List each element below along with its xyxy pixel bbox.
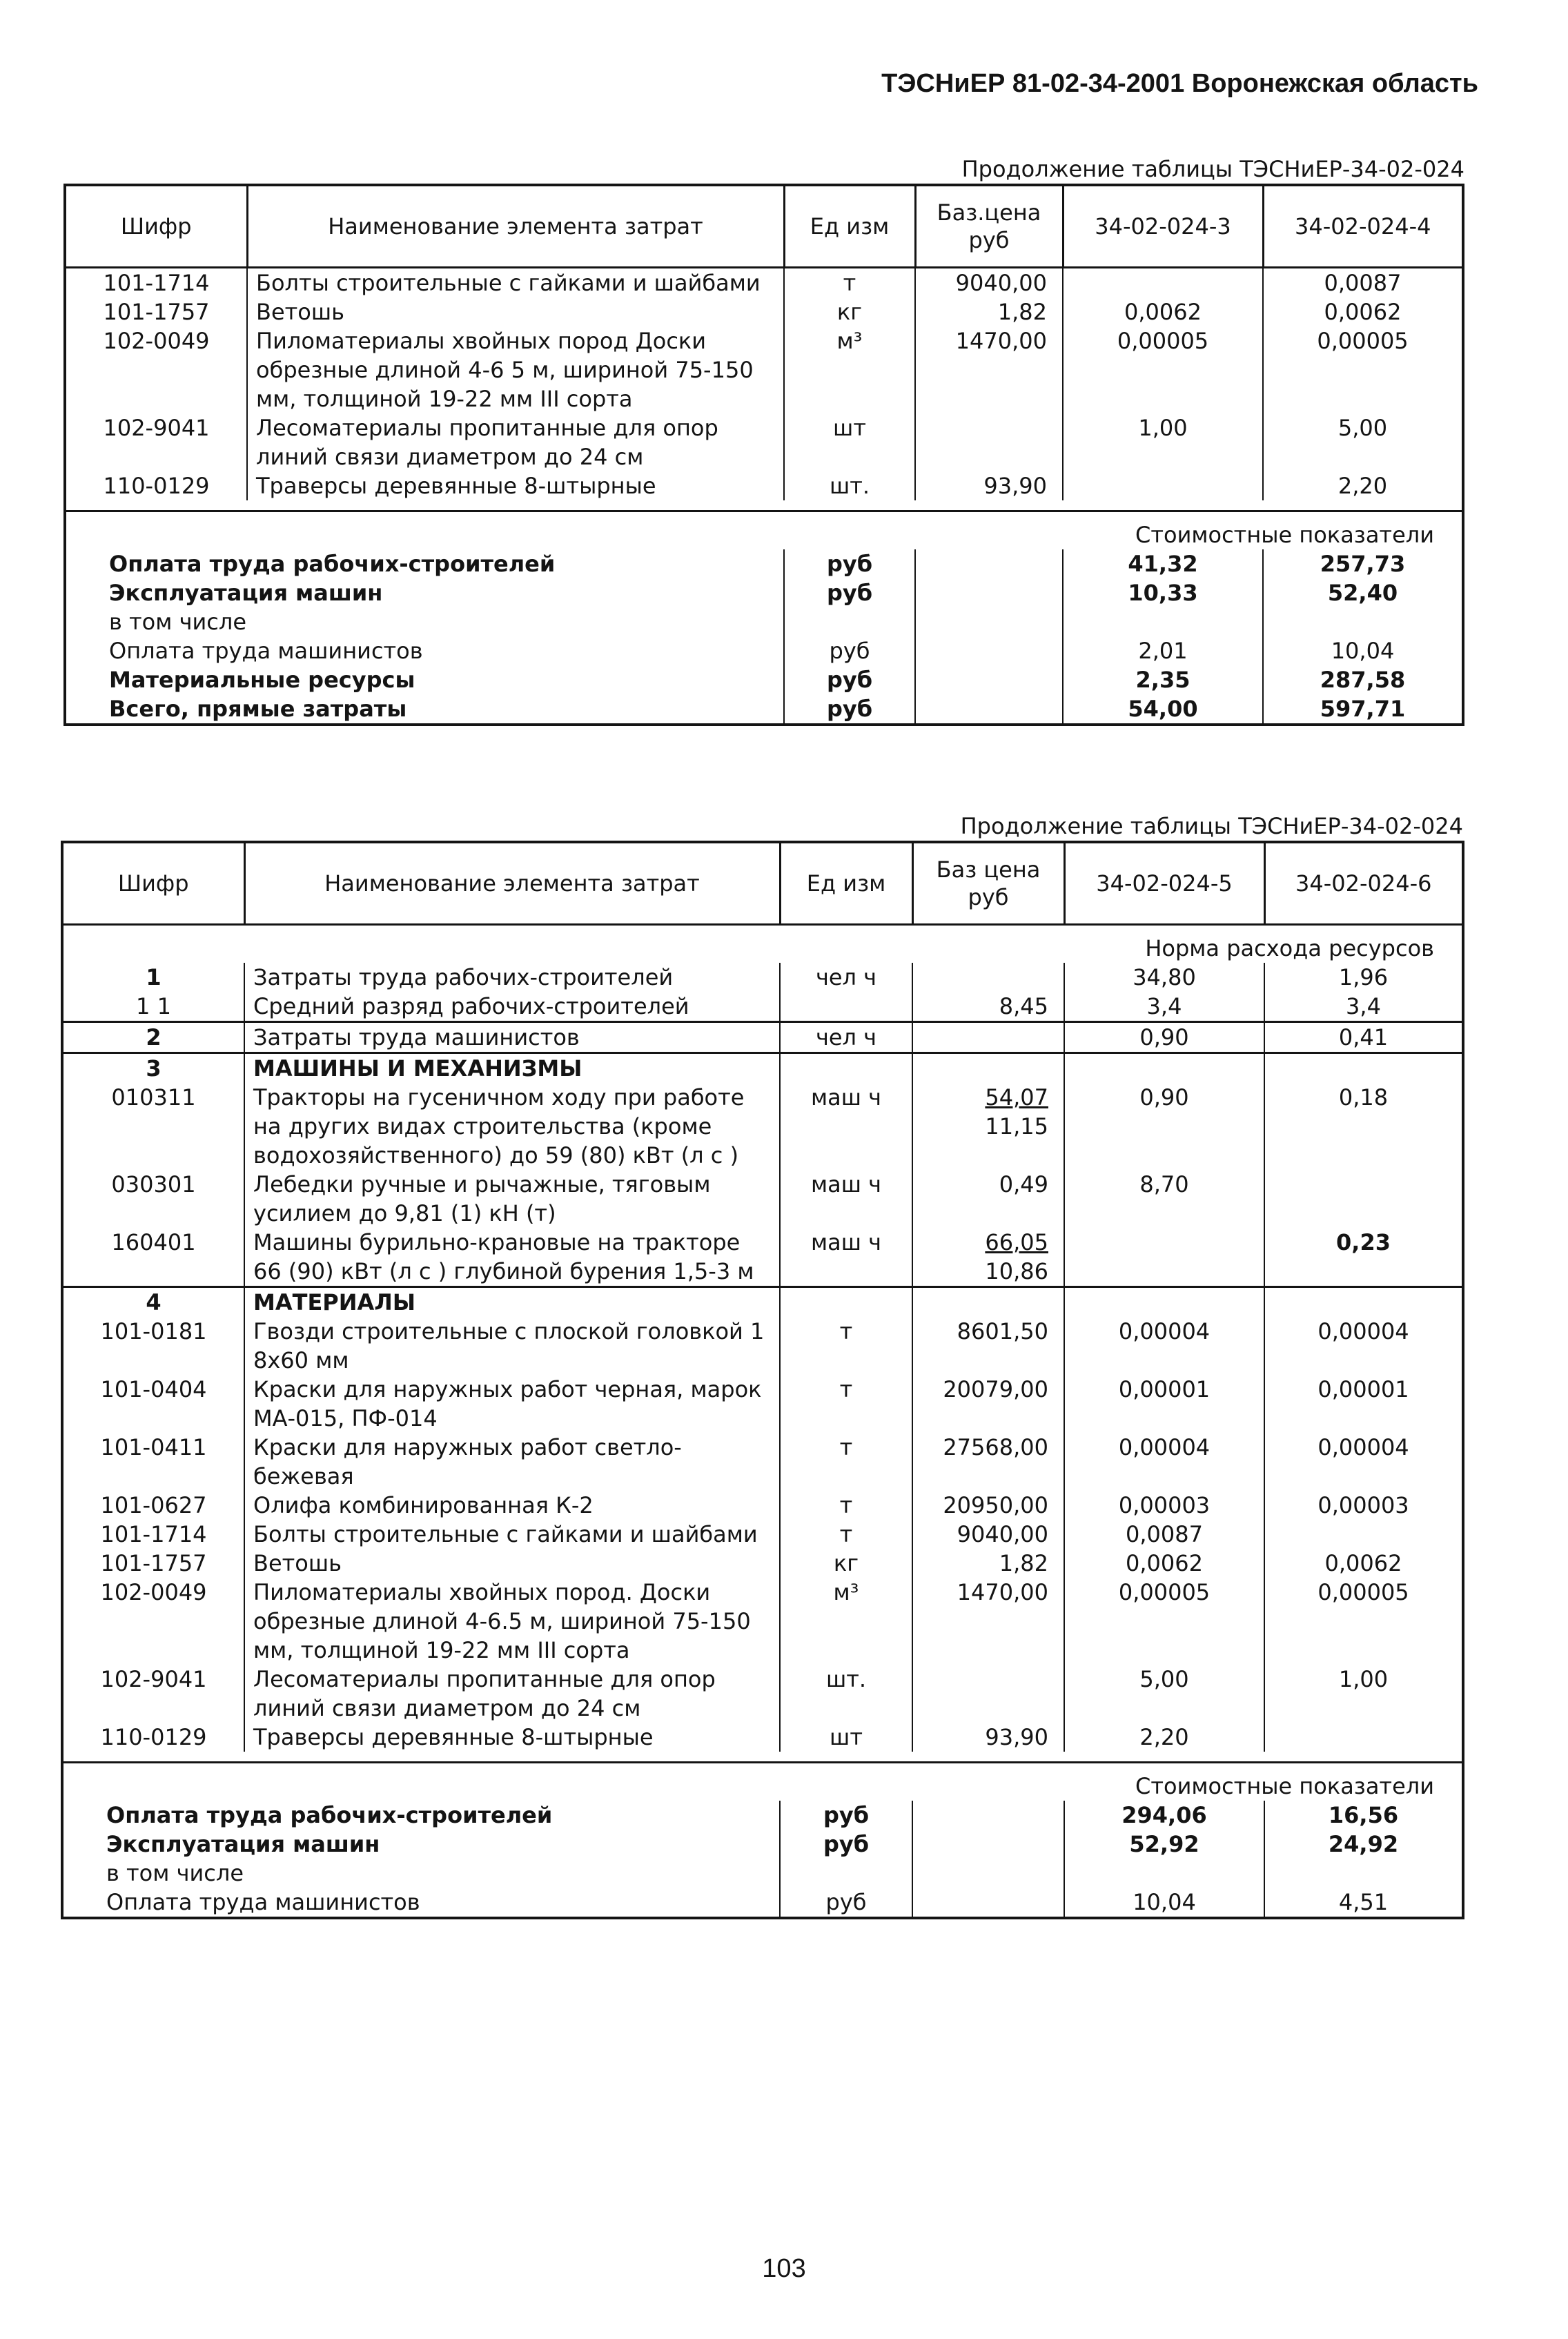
table-row xyxy=(62,1549,1463,1578)
unit-cell: маш ч xyxy=(780,1083,912,1170)
table-row xyxy=(62,1083,1463,1170)
total-unit-cell: руб xyxy=(784,665,915,694)
total-row xyxy=(65,549,1463,578)
total-row xyxy=(65,636,1463,665)
value-a-cell xyxy=(1063,471,1263,500)
value-b-cell: 0,0062 xyxy=(1263,297,1463,326)
value-b-cell: 1,96 xyxy=(1264,963,1463,992)
value-b-cell: 0,0062 xyxy=(1264,1549,1463,1578)
total-row xyxy=(65,578,1463,607)
table-row xyxy=(62,1375,1463,1433)
section-label: Норма расхода ресурсов xyxy=(62,925,1463,963)
table-1-caption: Продолжение таблицы ТЭСНиЕР-34-02-024 xyxy=(961,156,1464,182)
price-cell xyxy=(912,1317,1064,1375)
name-cell: Болты строительные с гайками и шайбами xyxy=(244,1520,780,1549)
price-value: 9040,00 xyxy=(957,1521,1048,1547)
code-cell: 102-0049 xyxy=(62,1578,244,1665)
name-cell: Болты строительные с гайками и шайбами xyxy=(247,268,784,298)
price-value: 1470,00 xyxy=(957,1579,1048,1605)
value-a-cell: 0,90 xyxy=(1064,1083,1264,1170)
price-value: 1,82 xyxy=(999,1550,1048,1576)
price-cell xyxy=(915,297,1063,326)
section-row xyxy=(65,511,1463,550)
price-cell xyxy=(912,992,1064,1022)
code-cell: 110-0129 xyxy=(62,1723,244,1752)
table-row xyxy=(62,992,1463,1022)
code-cell: 101-0181 xyxy=(62,1317,244,1375)
code-cell: 101-1714 xyxy=(62,1520,244,1549)
name-cell: Затраты труда рабочих-строителей xyxy=(244,963,780,992)
name-cell: МАТЕРИАЛЫ xyxy=(244,1287,780,1318)
header-unit: Ед изм xyxy=(784,185,915,268)
total-name-cell: в том числе xyxy=(62,1859,780,1888)
table-row xyxy=(65,297,1463,326)
price-cell xyxy=(912,1491,1064,1520)
code-cell: 1 1 xyxy=(62,992,244,1022)
name-cell: Ветошь xyxy=(247,297,784,326)
unit-cell: т xyxy=(784,268,915,298)
code-cell: 030301 xyxy=(62,1170,244,1228)
total-a-cell: 294,06 xyxy=(1064,1801,1264,1830)
total-price-cell xyxy=(912,1859,1064,1888)
value-b-cell: 0,0087 xyxy=(1263,268,1463,298)
value-a-cell: 0,0062 xyxy=(1064,1549,1264,1578)
table-row xyxy=(62,1287,1463,1318)
header-col-b: 34-02-024-6 xyxy=(1264,842,1463,925)
price-value: 54,07 xyxy=(985,1084,1048,1110)
price-value: 8,45 xyxy=(999,993,1048,1019)
code-cell: 2 xyxy=(62,1022,244,1053)
unit-cell: шт xyxy=(784,413,915,471)
value-a-cell: 0,00004 xyxy=(1064,1317,1264,1375)
header-name: Наименование элемента затрат xyxy=(244,842,780,925)
unit-cell: чел ч xyxy=(780,1022,912,1053)
total-b-cell xyxy=(1263,607,1463,636)
code-cell: 160401 xyxy=(62,1228,244,1287)
section-row xyxy=(62,1763,1463,1801)
table-row xyxy=(62,1578,1463,1665)
unit-cell: т xyxy=(780,1520,912,1549)
price-value: 93,90 xyxy=(983,473,1047,499)
page-number: 103 xyxy=(762,2254,806,2283)
price-cell xyxy=(912,1723,1064,1752)
total-price-cell xyxy=(915,636,1063,665)
total-b-cell: 52,40 xyxy=(1263,578,1463,607)
total-a-cell: 2,35 xyxy=(1063,665,1263,694)
value-a-cell: 0,0087 xyxy=(1064,1520,1264,1549)
price-cell xyxy=(912,963,1064,992)
name-cell: Траверсы деревянные 8-штырные xyxy=(244,1723,780,1752)
name-cell: Лебедки ручные и рычажные, тяговым усилием до 9,81 (1) кН (т) xyxy=(244,1170,780,1228)
total-name-cell: Эксплуатация машин xyxy=(62,1830,780,1859)
total-a-cell xyxy=(1064,1859,1264,1888)
value-a-cell xyxy=(1064,1053,1264,1084)
total-name-cell: в том числе xyxy=(65,607,784,636)
page-header: ТЭСНиЕР 81-02-34-2001 Воронежская область xyxy=(881,69,1478,98)
price-cell xyxy=(912,1665,1064,1723)
total-row xyxy=(62,1888,1463,1918)
value-b-cell xyxy=(1264,1053,1463,1084)
value-b-cell xyxy=(1264,1287,1463,1318)
unit-cell xyxy=(780,992,912,1022)
total-b-cell: 287,58 xyxy=(1263,665,1463,694)
total-unit-cell: руб xyxy=(780,1801,912,1830)
header-col-a: 34-02-024-5 xyxy=(1064,842,1264,925)
price-cell xyxy=(915,268,1063,298)
total-b-cell: 10,04 xyxy=(1263,636,1463,665)
price-cell xyxy=(912,1022,1064,1053)
total-a-cell: 52,92 xyxy=(1064,1830,1264,1859)
total-price-cell xyxy=(912,1888,1064,1918)
table-row xyxy=(65,471,1463,500)
unit-cell: т xyxy=(780,1433,912,1491)
name-cell: Олифа комбинированная К-2 xyxy=(244,1491,780,1520)
total-row xyxy=(62,1801,1463,1830)
total-a-cell xyxy=(1063,607,1263,636)
unit-cell: м³ xyxy=(780,1578,912,1665)
value-b-cell: 0,00001 xyxy=(1264,1375,1463,1433)
spacer-row xyxy=(62,1752,1463,1763)
header-col-a: 34-02-024-3 xyxy=(1063,185,1263,268)
unit-cell: кг xyxy=(780,1549,912,1578)
header-code: Шифр xyxy=(62,842,244,925)
table-row xyxy=(62,1022,1463,1053)
code-cell: 4 xyxy=(62,1287,244,1318)
name-cell: Гвозди строительные с плоской головкой 1 8х60 мм xyxy=(244,1317,780,1375)
value-b-cell xyxy=(1264,1723,1463,1752)
total-unit-cell: руб xyxy=(780,1830,912,1859)
total-row xyxy=(65,694,1463,725)
name-cell: Ветошь xyxy=(244,1549,780,1578)
table-row xyxy=(62,1228,1463,1287)
price-cell xyxy=(912,1578,1064,1665)
code-cell: 102-0049 xyxy=(65,326,247,413)
code-cell: 110-0129 xyxy=(65,471,247,500)
unit-cell: маш ч xyxy=(780,1170,912,1228)
header-code: Шифр xyxy=(65,185,247,268)
total-unit-cell: руб xyxy=(784,694,915,725)
value-a-cell xyxy=(1064,1228,1264,1287)
spacer-row xyxy=(65,500,1463,511)
total-a-cell: 41,32 xyxy=(1063,549,1263,578)
value-a-cell: 0,00005 xyxy=(1063,326,1263,413)
price-secondary-value: 10,86 xyxy=(985,1258,1048,1284)
total-b-cell: 257,73 xyxy=(1263,549,1463,578)
price-cell xyxy=(915,326,1063,413)
table-1 xyxy=(63,184,1464,726)
price-value: 93,90 xyxy=(985,1724,1048,1750)
value-b-cell xyxy=(1264,1520,1463,1549)
total-a-cell: 10,04 xyxy=(1064,1888,1264,1918)
value-a-cell: 0,00005 xyxy=(1064,1578,1264,1665)
value-a-cell: 0,90 xyxy=(1064,1022,1264,1053)
price-cell xyxy=(912,1228,1064,1287)
code-cell: 102-9041 xyxy=(65,413,247,471)
table-row xyxy=(62,963,1463,992)
name-cell: Пиломатериалы хвойных пород Доски обрезные длиной 4-6 5 м, шириной 75-150 мм, толщиной 19-22 мм III сорта xyxy=(247,326,784,413)
value-a-cell: 1,00 xyxy=(1063,413,1263,471)
value-b-cell: 5,00 xyxy=(1263,413,1463,471)
name-cell: МАШИНЫ И МЕХАНИЗМЫ xyxy=(244,1053,780,1084)
total-price-cell xyxy=(915,549,1063,578)
table-row xyxy=(62,1520,1463,1549)
price-secondary-value: 11,15 xyxy=(985,1113,1048,1139)
value-a-cell: 5,00 xyxy=(1064,1665,1264,1723)
total-name-cell: Оплата труда рабочих-строителей xyxy=(62,1801,780,1830)
price-cell xyxy=(912,1375,1064,1433)
table-row xyxy=(62,1491,1463,1520)
code-cell: 101-0627 xyxy=(62,1491,244,1520)
total-unit-cell: руб xyxy=(780,1888,912,1918)
total-b-cell: 4,51 xyxy=(1264,1888,1463,1918)
total-row xyxy=(62,1830,1463,1859)
price-cell xyxy=(912,1053,1064,1084)
name-cell: Краски для наружных работ черная, марок МА-015, ПФ-014 xyxy=(244,1375,780,1433)
price-value: 20950,00 xyxy=(943,1492,1048,1518)
unit-cell: т xyxy=(780,1491,912,1520)
total-a-cell: 54,00 xyxy=(1063,694,1263,725)
name-cell: Краски для наружных работ светло-бежевая xyxy=(244,1433,780,1491)
table-2 xyxy=(61,841,1464,1919)
total-price-cell xyxy=(915,665,1063,694)
total-row xyxy=(65,665,1463,694)
value-a-cell: 34,80 xyxy=(1064,963,1264,992)
value-a-cell: 2,20 xyxy=(1064,1723,1264,1752)
price-value: 27568,00 xyxy=(943,1434,1048,1460)
table-1-body xyxy=(65,268,1463,725)
table-2-caption: Продолжение таблицы ТЭСНиЕР-34-02-024 xyxy=(960,813,1463,839)
total-price-cell xyxy=(912,1830,1064,1859)
table-row xyxy=(62,1433,1463,1491)
unit-cell: кг xyxy=(784,297,915,326)
header-price: Баз.цена руб xyxy=(915,185,1063,268)
value-b-cell: 0,00004 xyxy=(1264,1433,1463,1491)
total-unit-cell xyxy=(780,1859,912,1888)
table-row xyxy=(65,413,1463,471)
unit-cell: шт. xyxy=(784,471,915,500)
price-cell xyxy=(912,1170,1064,1228)
table-row xyxy=(62,1053,1463,1084)
header-col-b: 34-02-024-4 xyxy=(1263,185,1463,268)
code-cell: 101-0411 xyxy=(62,1433,244,1491)
table-row xyxy=(62,1665,1463,1723)
total-name-cell: Оплата труда машинистов xyxy=(65,636,784,665)
name-cell: Лесоматериалы пропитанные для опор линий связи диаметром до 24 см xyxy=(247,413,784,471)
unit-cell xyxy=(780,1053,912,1084)
total-name-cell: Оплата труда машинистов xyxy=(62,1888,780,1918)
value-a-cell: 3,4 xyxy=(1064,992,1264,1022)
total-unit-cell xyxy=(784,607,915,636)
unit-cell: т xyxy=(780,1317,912,1375)
name-cell: Пиломатериалы хвойных пород. Доски обрезные длиной 4-6.5 м, шириной 75-150 мм, толщиной 19-22 мм III сорта xyxy=(244,1578,780,1665)
value-a-cell: 8,70 xyxy=(1064,1170,1264,1228)
price-value: 0,49 xyxy=(999,1171,1048,1197)
header-name: Наименование элемента затрат xyxy=(247,185,784,268)
value-b-cell xyxy=(1264,1170,1463,1228)
total-b-cell: 16,56 xyxy=(1264,1801,1463,1830)
total-unit-cell: руб xyxy=(784,578,915,607)
name-cell: Тракторы на гусеничном ходу при работе на других видах строительства (кроме водохозяйственного) до 59 (80) кВт (л с ) xyxy=(244,1083,780,1170)
header-price: Баз цена руб xyxy=(912,842,1064,925)
table-row xyxy=(62,1170,1463,1228)
name-cell: Средний разряд рабочих-строителей xyxy=(244,992,780,1022)
total-b-cell: 597,71 xyxy=(1263,694,1463,725)
name-cell: Машины бурильно-крановые на тракторе 66 (90) кВт (л с ) глубиной бурения 1,5-3 м xyxy=(244,1228,780,1287)
price-cell xyxy=(912,1287,1064,1318)
value-a-cell xyxy=(1064,1287,1264,1318)
table-2-header-row xyxy=(62,842,1463,925)
total-name-cell: Всего, прямые затраты xyxy=(65,694,784,725)
total-price-cell xyxy=(915,607,1063,636)
section-label: Стоимостные показатели xyxy=(62,1763,1463,1801)
total-price-cell xyxy=(912,1801,1064,1830)
value-b-cell: 0,41 xyxy=(1264,1022,1463,1053)
total-name-cell: Оплата труда рабочих-строителей xyxy=(65,549,784,578)
total-b-cell: 24,92 xyxy=(1264,1830,1463,1859)
table-row xyxy=(62,1317,1463,1375)
code-cell: 101-1757 xyxy=(62,1549,244,1578)
total-row xyxy=(62,1859,1463,1888)
price-cell xyxy=(912,1083,1064,1170)
price-value: 1470,00 xyxy=(955,328,1047,354)
price-value: 66,05 xyxy=(985,1229,1048,1255)
table-row xyxy=(62,1723,1463,1752)
code-cell: 101-0404 xyxy=(62,1375,244,1433)
total-unit-cell: руб xyxy=(784,636,915,665)
code-cell: 010311 xyxy=(62,1083,244,1170)
value-a-cell: 0,00001 xyxy=(1064,1375,1264,1433)
value-b-cell: 0,18 xyxy=(1264,1083,1463,1170)
name-cell: Траверсы деревянные 8-штырные xyxy=(247,471,784,500)
unit-cell: шт. xyxy=(780,1665,912,1723)
value-b-cell: 0,00005 xyxy=(1263,326,1463,413)
value-b-cell: 0,00005 xyxy=(1264,1578,1463,1665)
price-value: 9040,00 xyxy=(955,270,1047,296)
total-price-cell xyxy=(915,578,1063,607)
value-b-cell: 2,20 xyxy=(1263,471,1463,500)
unit-cell: м³ xyxy=(784,326,915,413)
price-cell xyxy=(915,413,1063,471)
value-a-cell: 0,0062 xyxy=(1063,297,1263,326)
price-cell xyxy=(912,1549,1064,1578)
table-1-header-row xyxy=(65,185,1463,268)
header-unit: Ед изм xyxy=(780,842,912,925)
code-cell: 3 xyxy=(62,1053,244,1084)
name-cell: Лесоматериалы пропитанные для опор линий связи диаметром до 24 см xyxy=(244,1665,780,1723)
value-a-cell: 0,00004 xyxy=(1064,1433,1264,1491)
table-row xyxy=(65,326,1463,413)
price-value: 1,82 xyxy=(997,299,1047,325)
price-cell xyxy=(912,1433,1064,1491)
code-cell: 101-1757 xyxy=(65,297,247,326)
unit-cell xyxy=(780,1287,912,1318)
total-price-cell xyxy=(915,694,1063,725)
total-a-cell: 2,01 xyxy=(1063,636,1263,665)
code-cell: 101-1714 xyxy=(65,268,247,298)
table-2-body xyxy=(62,925,1463,1919)
total-b-cell xyxy=(1264,1859,1463,1888)
value-a-cell xyxy=(1063,268,1263,298)
total-a-cell: 10,33 xyxy=(1063,578,1263,607)
price-cell xyxy=(912,1520,1064,1549)
value-b-cell: 0,00003 xyxy=(1264,1491,1463,1520)
value-b-cell: 3,4 xyxy=(1264,992,1463,1022)
value-b-cell: 0,23 xyxy=(1264,1228,1463,1287)
section-label: Стоимостные показатели xyxy=(65,511,1463,550)
code-cell: 102-9041 xyxy=(62,1665,244,1723)
value-b-cell: 1,00 xyxy=(1264,1665,1463,1723)
value-b-cell: 0,00004 xyxy=(1264,1317,1463,1375)
unit-cell: маш ч xyxy=(780,1228,912,1287)
code-cell: 1 xyxy=(62,963,244,992)
total-row xyxy=(65,607,1463,636)
unit-cell: чел ч xyxy=(780,963,912,992)
total-name-cell: Эксплуатация машин xyxy=(65,578,784,607)
price-value: 8601,50 xyxy=(957,1318,1048,1344)
price-value: 20079,00 xyxy=(943,1376,1048,1402)
total-name-cell: Материальные ресурсы xyxy=(65,665,784,694)
section-row xyxy=(62,925,1463,963)
value-a-cell: 0,00003 xyxy=(1064,1491,1264,1520)
price-cell xyxy=(915,471,1063,500)
unit-cell: т xyxy=(780,1375,912,1433)
table-row xyxy=(65,268,1463,298)
unit-cell: шт xyxy=(780,1723,912,1752)
name-cell: Затраты труда машинистов xyxy=(244,1022,780,1053)
total-unit-cell: руб xyxy=(784,549,915,578)
